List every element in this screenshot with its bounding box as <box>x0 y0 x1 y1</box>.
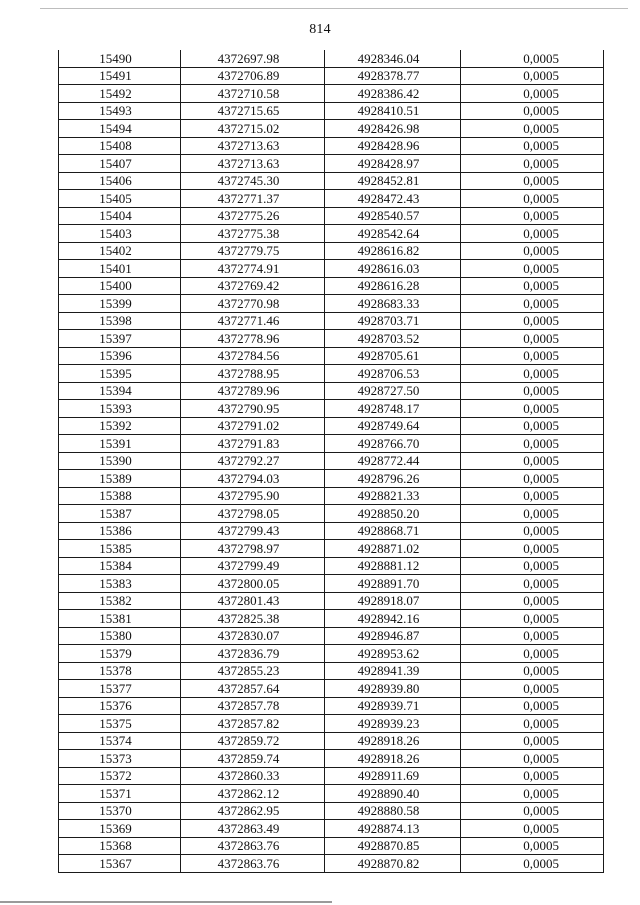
table-row <box>59 540 604 558</box>
x-coordinate-cell: 4372830.07 <box>181 627 325 645</box>
table-row <box>59 697 604 715</box>
x-coordinate-cell: 4372791.83 <box>181 435 325 453</box>
value-cell: 0,0005 <box>461 295 604 313</box>
value-cell: 0,0005 <box>461 365 604 383</box>
value-cell: 0,0005 <box>461 435 604 453</box>
table-row <box>59 855 604 873</box>
point-id-cell: 15387 <box>59 505 181 523</box>
point-id-cell: 15403 <box>59 225 181 243</box>
x-coordinate-cell: 4372798.97 <box>181 540 325 558</box>
value-cell: 0,0005 <box>461 330 604 348</box>
x-coordinate-cell: 4372857.82 <box>181 715 325 733</box>
point-id-cell: 15380 <box>59 627 181 645</box>
y-coordinate-cell: 4928939.71 <box>325 697 461 715</box>
point-id-cell: 15407 <box>59 155 181 173</box>
value-cell: 0,0005 <box>461 400 604 418</box>
table-row <box>59 382 604 400</box>
point-id-cell: 15393 <box>59 400 181 418</box>
value-cell: 0,0005 <box>461 207 604 225</box>
coordinate-table-container <box>58 50 603 873</box>
y-coordinate-cell: 4928748.17 <box>325 400 461 418</box>
value-cell: 0,0005 <box>461 470 604 488</box>
table-row <box>59 137 604 155</box>
point-id-cell: 15379 <box>59 645 181 663</box>
value-cell: 0,0005 <box>461 645 604 663</box>
value-cell: 0,0005 <box>461 50 604 67</box>
x-coordinate-cell: 4372779.75 <box>181 242 325 260</box>
point-id-cell: 15373 <box>59 750 181 768</box>
point-id-cell: 15402 <box>59 242 181 260</box>
x-coordinate-cell: 4372855.23 <box>181 662 325 680</box>
x-coordinate-cell: 4372799.43 <box>181 522 325 540</box>
point-id-cell: 15494 <box>59 120 181 138</box>
value-cell: 0,0005 <box>461 522 604 540</box>
value-cell: 0,0005 <box>461 137 604 155</box>
y-coordinate-cell: 4928772.44 <box>325 452 461 470</box>
y-coordinate-cell: 4928378.77 <box>325 67 461 85</box>
value-cell: 0,0005 <box>461 102 604 120</box>
value-cell: 0,0005 <box>461 347 604 365</box>
value-cell: 0,0005 <box>461 715 604 733</box>
y-coordinate-cell: 4928871.02 <box>325 540 461 558</box>
y-coordinate-cell: 4928472.43 <box>325 190 461 208</box>
x-coordinate-cell: 4372798.05 <box>181 505 325 523</box>
point-id-cell: 15381 <box>59 610 181 628</box>
y-coordinate-cell: 4928428.96 <box>325 137 461 155</box>
point-id-cell: 15490 <box>59 50 181 67</box>
y-coordinate-cell: 4928918.07 <box>325 592 461 610</box>
table-row <box>59 400 604 418</box>
point-id-cell: 15397 <box>59 330 181 348</box>
y-coordinate-cell: 4928874.13 <box>325 820 461 838</box>
y-coordinate-cell: 4928616.03 <box>325 260 461 278</box>
value-cell: 0,0005 <box>461 67 604 85</box>
value-cell: 0,0005 <box>461 172 604 190</box>
y-coordinate-cell: 4928870.85 <box>325 837 461 855</box>
x-coordinate-cell: 4372863.76 <box>181 855 325 873</box>
x-coordinate-cell: 4372863.76 <box>181 837 325 855</box>
table-row <box>59 680 604 698</box>
table-row <box>59 487 604 505</box>
point-id-cell: 15386 <box>59 522 181 540</box>
value-cell: 0,0005 <box>461 452 604 470</box>
point-id-cell: 15383 <box>59 575 181 593</box>
value-cell: 0,0005 <box>461 225 604 243</box>
table-row <box>59 347 604 365</box>
y-coordinate-cell: 4928870.82 <box>325 855 461 873</box>
point-id-cell: 15491 <box>59 67 181 85</box>
table-row <box>59 470 604 488</box>
y-coordinate-cell: 4928911.69 <box>325 767 461 785</box>
table-row <box>59 172 604 190</box>
value-cell: 0,0005 <box>461 592 604 610</box>
x-coordinate-cell: 4372713.63 <box>181 137 325 155</box>
point-id-cell: 15370 <box>59 802 181 820</box>
value-cell: 0,0005 <box>461 610 604 628</box>
coordinate-table <box>58 50 604 873</box>
table-body <box>59 50 604 872</box>
x-coordinate-cell: 4372857.64 <box>181 680 325 698</box>
x-coordinate-cell: 4372710.58 <box>181 85 325 103</box>
table-row <box>59 802 604 820</box>
x-coordinate-cell: 4372801.43 <box>181 592 325 610</box>
x-coordinate-cell: 4372784.56 <box>181 347 325 365</box>
table-row <box>59 767 604 785</box>
x-coordinate-cell: 4372715.02 <box>181 120 325 138</box>
value-cell: 0,0005 <box>461 732 604 750</box>
x-coordinate-cell: 4372774.91 <box>181 260 325 278</box>
point-id-cell: 15385 <box>59 540 181 558</box>
table-row <box>59 785 604 803</box>
y-coordinate-cell: 4928703.52 <box>325 330 461 348</box>
point-id-cell: 15369 <box>59 820 181 838</box>
x-coordinate-cell: 4372771.37 <box>181 190 325 208</box>
point-id-cell: 15372 <box>59 767 181 785</box>
value-cell: 0,0005 <box>461 540 604 558</box>
point-id-cell: 15377 <box>59 680 181 698</box>
table-row <box>59 575 604 593</box>
table-row <box>59 820 604 838</box>
point-id-cell: 15392 <box>59 417 181 435</box>
point-id-cell: 15376 <box>59 697 181 715</box>
x-coordinate-cell: 4372792.27 <box>181 452 325 470</box>
table-row <box>59 207 604 225</box>
point-id-cell: 15401 <box>59 260 181 278</box>
table-row <box>59 715 604 733</box>
y-coordinate-cell: 4928881.12 <box>325 557 461 575</box>
value-cell: 0,0005 <box>461 505 604 523</box>
y-coordinate-cell: 4928428.97 <box>325 155 461 173</box>
value-cell: 0,0005 <box>461 190 604 208</box>
x-coordinate-cell: 4372713.63 <box>181 155 325 173</box>
y-coordinate-cell: 4928891.70 <box>325 575 461 593</box>
value-cell: 0,0005 <box>461 662 604 680</box>
value-cell: 0,0005 <box>461 820 604 838</box>
y-coordinate-cell: 4928946.87 <box>325 627 461 645</box>
x-coordinate-cell: 4372836.79 <box>181 645 325 663</box>
y-coordinate-cell: 4928749.64 <box>325 417 461 435</box>
value-cell: 0,0005 <box>461 680 604 698</box>
point-id-cell: 15368 <box>59 837 181 855</box>
y-coordinate-cell: 4928918.26 <box>325 750 461 768</box>
table-row <box>59 67 604 85</box>
y-coordinate-cell: 4928346.04 <box>325 50 461 67</box>
y-coordinate-cell: 4928703.71 <box>325 312 461 330</box>
table-row <box>59 312 604 330</box>
y-coordinate-cell: 4928542.64 <box>325 225 461 243</box>
point-id-cell: 15389 <box>59 470 181 488</box>
value-cell: 0,0005 <box>461 120 604 138</box>
y-coordinate-cell: 4928766.70 <box>325 435 461 453</box>
x-coordinate-cell: 4372794.03 <box>181 470 325 488</box>
point-id-cell: 15371 <box>59 785 181 803</box>
y-coordinate-cell: 4928540.57 <box>325 207 461 225</box>
table-row <box>59 242 604 260</box>
table-row <box>59 645 604 663</box>
y-coordinate-cell: 4928452.81 <box>325 172 461 190</box>
y-coordinate-cell: 4928939.80 <box>325 680 461 698</box>
y-coordinate-cell: 4928850.20 <box>325 505 461 523</box>
value-cell: 0,0005 <box>461 277 604 295</box>
y-coordinate-cell: 4928941.39 <box>325 662 461 680</box>
point-id-cell: 15396 <box>59 347 181 365</box>
x-coordinate-cell: 4372770.98 <box>181 295 325 313</box>
point-id-cell: 15374 <box>59 732 181 750</box>
x-coordinate-cell: 4372788.95 <box>181 365 325 383</box>
table-row <box>59 557 604 575</box>
table-row <box>59 330 604 348</box>
point-id-cell: 15382 <box>59 592 181 610</box>
x-coordinate-cell: 4372795.90 <box>181 487 325 505</box>
x-coordinate-cell: 4372769.42 <box>181 277 325 295</box>
table-row <box>59 190 604 208</box>
x-coordinate-cell: 4372799.49 <box>181 557 325 575</box>
point-id-cell: 15391 <box>59 435 181 453</box>
value-cell: 0,0005 <box>461 417 604 435</box>
y-coordinate-cell: 4928706.53 <box>325 365 461 383</box>
table-row <box>59 435 604 453</box>
table-row <box>59 750 604 768</box>
x-coordinate-cell: 4372778.96 <box>181 330 325 348</box>
point-id-cell: 15378 <box>59 662 181 680</box>
point-id-cell: 15400 <box>59 277 181 295</box>
table-row <box>59 505 604 523</box>
table-row <box>59 627 604 645</box>
value-cell: 0,0005 <box>461 487 604 505</box>
x-coordinate-cell: 4372859.74 <box>181 750 325 768</box>
y-coordinate-cell: 4928953.62 <box>325 645 461 663</box>
x-coordinate-cell: 4372706.89 <box>181 67 325 85</box>
y-coordinate-cell: 4928939.23 <box>325 715 461 733</box>
point-id-cell: 15399 <box>59 295 181 313</box>
point-id-cell: 15375 <box>59 715 181 733</box>
table-row <box>59 277 604 295</box>
x-coordinate-cell: 4372775.38 <box>181 225 325 243</box>
value-cell: 0,0005 <box>461 242 604 260</box>
value-cell: 0,0005 <box>461 260 604 278</box>
point-id-cell: 15398 <box>59 312 181 330</box>
value-cell: 0,0005 <box>461 557 604 575</box>
y-coordinate-cell: 4928890.40 <box>325 785 461 803</box>
y-coordinate-cell: 4928796.26 <box>325 470 461 488</box>
x-coordinate-cell: 4372775.26 <box>181 207 325 225</box>
x-coordinate-cell: 4372862.12 <box>181 785 325 803</box>
point-id-cell: 15405 <box>59 190 181 208</box>
point-id-cell: 15388 <box>59 487 181 505</box>
x-coordinate-cell: 4372790.95 <box>181 400 325 418</box>
x-coordinate-cell: 4372825.38 <box>181 610 325 628</box>
table-row <box>59 592 604 610</box>
value-cell: 0,0005 <box>461 575 604 593</box>
table-row <box>59 102 604 120</box>
x-coordinate-cell: 4372859.72 <box>181 732 325 750</box>
point-id-cell: 15404 <box>59 207 181 225</box>
x-coordinate-cell: 4372771.46 <box>181 312 325 330</box>
table-row <box>59 522 604 540</box>
point-id-cell: 15406 <box>59 172 181 190</box>
y-coordinate-cell: 4928727.50 <box>325 382 461 400</box>
y-coordinate-cell: 4928942.16 <box>325 610 461 628</box>
value-cell: 0,0005 <box>461 382 604 400</box>
value-cell: 0,0005 <box>461 750 604 768</box>
table-row <box>59 610 604 628</box>
table-row <box>59 365 604 383</box>
value-cell: 0,0005 <box>461 767 604 785</box>
x-coordinate-cell: 4372860.33 <box>181 767 325 785</box>
value-cell: 0,0005 <box>461 785 604 803</box>
y-coordinate-cell: 4928705.61 <box>325 347 461 365</box>
table-row <box>59 662 604 680</box>
y-coordinate-cell: 4928918.26 <box>325 732 461 750</box>
value-cell: 0,0005 <box>461 627 604 645</box>
table-row <box>59 225 604 243</box>
y-coordinate-cell: 4928426.98 <box>325 120 461 138</box>
y-coordinate-cell: 4928868.71 <box>325 522 461 540</box>
x-coordinate-cell: 4372800.05 <box>181 575 325 593</box>
point-id-cell: 15394 <box>59 382 181 400</box>
table-row <box>59 50 604 67</box>
table-row <box>59 120 604 138</box>
table-row <box>59 295 604 313</box>
value-cell: 0,0005 <box>461 855 604 873</box>
x-coordinate-cell: 4372789.96 <box>181 382 325 400</box>
point-id-cell: 15384 <box>59 557 181 575</box>
x-coordinate-cell: 4372862.95 <box>181 802 325 820</box>
y-coordinate-cell: 4928616.82 <box>325 242 461 260</box>
point-id-cell: 15367 <box>59 855 181 873</box>
y-coordinate-cell: 4928880.58 <box>325 802 461 820</box>
x-coordinate-cell: 4372697.98 <box>181 50 325 67</box>
top-rule <box>40 8 628 9</box>
value-cell: 0,0005 <box>461 85 604 103</box>
bottom-rule <box>0 901 332 903</box>
x-coordinate-cell: 4372857.78 <box>181 697 325 715</box>
y-coordinate-cell: 4928386.42 <box>325 85 461 103</box>
point-id-cell: 15408 <box>59 137 181 155</box>
table-row <box>59 260 604 278</box>
table-row <box>59 837 604 855</box>
page-number: 814 <box>309 22 331 37</box>
table-row <box>59 732 604 750</box>
value-cell: 0,0005 <box>461 802 604 820</box>
value-cell: 0,0005 <box>461 837 604 855</box>
y-coordinate-cell: 4928821.33 <box>325 487 461 505</box>
x-coordinate-cell: 4372791.02 <box>181 417 325 435</box>
table-row <box>59 417 604 435</box>
point-id-cell: 15395 <box>59 365 181 383</box>
point-id-cell: 15493 <box>59 102 181 120</box>
table-row <box>59 85 604 103</box>
point-id-cell: 15492 <box>59 85 181 103</box>
x-coordinate-cell: 4372863.49 <box>181 820 325 838</box>
y-coordinate-cell: 4928683.33 <box>325 295 461 313</box>
value-cell: 0,0005 <box>461 312 604 330</box>
y-coordinate-cell: 4928616.28 <box>325 277 461 295</box>
x-coordinate-cell: 4372715.65 <box>181 102 325 120</box>
table-row <box>59 452 604 470</box>
point-id-cell: 15390 <box>59 452 181 470</box>
value-cell: 0,0005 <box>461 155 604 173</box>
table-row <box>59 155 604 173</box>
x-coordinate-cell: 4372745.30 <box>181 172 325 190</box>
y-coordinate-cell: 4928410.51 <box>325 102 461 120</box>
value-cell: 0,0005 <box>461 697 604 715</box>
